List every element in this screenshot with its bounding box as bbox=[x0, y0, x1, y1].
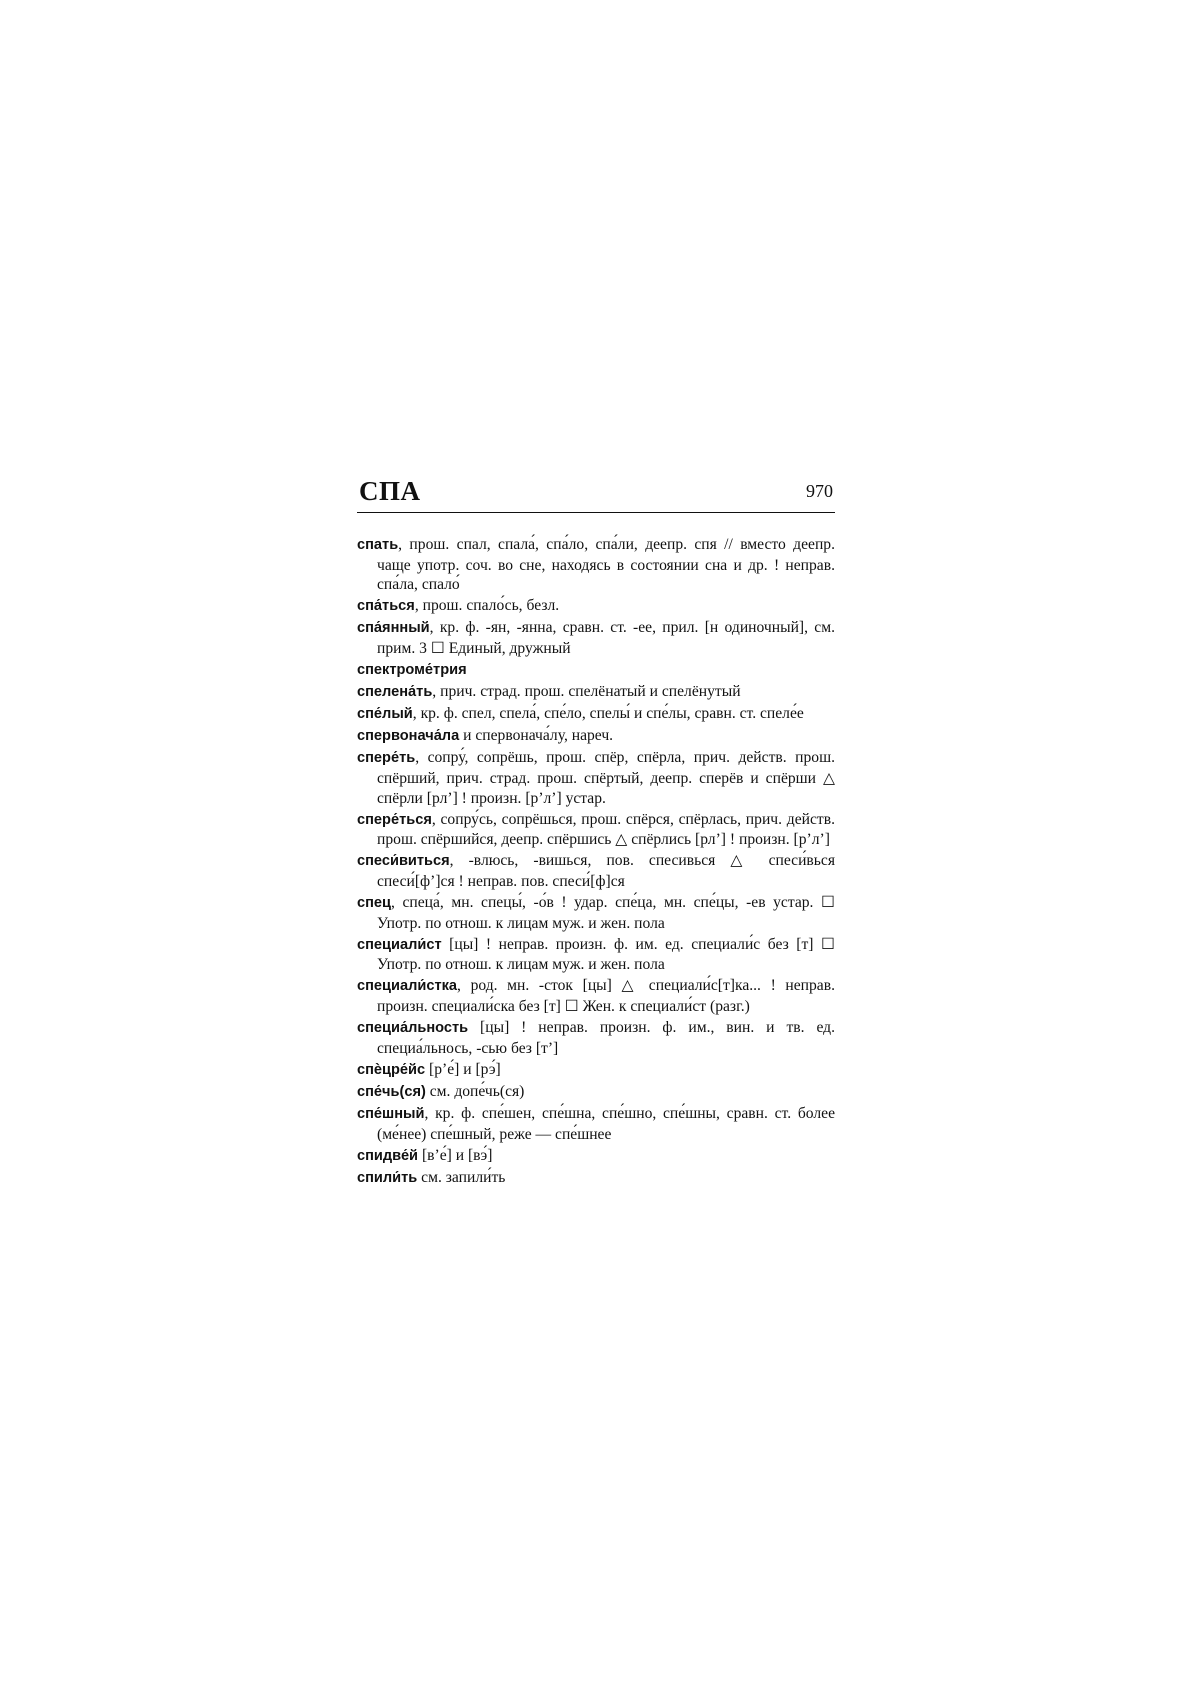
entry-headword: спа́ться bbox=[357, 598, 415, 615]
dictionary-entry bbox=[357, 1168, 835, 1189]
dictionary-entry bbox=[357, 976, 835, 1016]
entry-body: , прош. спало́сь, безл. bbox=[414, 597, 560, 615]
entry-body: , -влюсь, -вишься, пов. спесивься △ спеси́вься спеси́[фʼ]ся ! неправ. пов. спеси́[ф]ся bbox=[377, 852, 835, 890]
entry-headword: спервонача́ла bbox=[357, 728, 460, 745]
entry-headword: спектроме́трия bbox=[357, 662, 467, 679]
entry-body: , кр. ф. спе́шен, спе́шна, спе́шно, спе́шны, сравн. ст. более (ме́нее) спе́шный, реже — спе́шнее bbox=[377, 1105, 835, 1143]
dictionary-entry bbox=[357, 810, 835, 850]
dictionary-entry bbox=[357, 596, 835, 617]
entry-body: [рʼе́] и [рэ́] bbox=[425, 1060, 501, 1078]
entry-headword: спа́янный bbox=[357, 620, 430, 637]
entry-body: , прош. спал, спала́, спа́ло, спа́ли, деепр. спя // вместо деепр. чаще употр. соч. во сне, находясь в состоянии сна и др. ! неправ. спа́ла, спало́ bbox=[377, 536, 835, 594]
dictionary-entry bbox=[357, 618, 835, 658]
entry-headword: спец bbox=[357, 895, 392, 912]
entry-headword: спе́шный bbox=[357, 1106, 425, 1123]
entry-headword: спе́чь(ся) bbox=[357, 1083, 426, 1100]
dictionary-entry bbox=[357, 748, 835, 808]
entry-body: [цы] ! неправ. произн. ф. им. ед. специали́с без [т] ☐ Употр. по отнош. к лицам муж. и жен. пола bbox=[377, 935, 835, 974]
dictionary-entry bbox=[357, 893, 835, 933]
entry-headword: спидве́й bbox=[357, 1147, 419, 1164]
entry-body: [вʼе́] и [вэ́] bbox=[418, 1146, 493, 1164]
dictionary-entry bbox=[357, 704, 835, 725]
entry-body: см. допе́чь(ся) bbox=[425, 1082, 525, 1100]
dictionary-entry bbox=[357, 726, 835, 747]
entry-body: , прич. страд. прош. спелёнатый и спелёнутый bbox=[432, 683, 741, 701]
dictionary-entry bbox=[357, 660, 835, 681]
running-head: СПА bbox=[359, 476, 421, 506]
entry-body: и спервонача́лу, нареч. bbox=[459, 727, 614, 745]
entry-body: см. запили́ть bbox=[417, 1168, 506, 1186]
dictionary-entry bbox=[357, 535, 835, 595]
dictionary-entry bbox=[357, 935, 835, 975]
dictionary-entry bbox=[357, 1060, 835, 1081]
entry-body: [цы] ! неправ. произн. ф. им., вин. и тв. ед. специа́льнось, -сью без [тʼ] bbox=[377, 1019, 835, 1057]
page-header bbox=[357, 476, 835, 512]
entry-headword: спелена́ть bbox=[357, 684, 433, 701]
entry-headword: спили́ть bbox=[357, 1169, 418, 1186]
dictionary-entry bbox=[357, 1104, 835, 1144]
entry-body: , кр. ф. -ян, -янна, сравн. ст. -ее, прил. [н одиночный], см. прим. 3 ☐ Единый, дружный bbox=[377, 619, 835, 657]
dictionary-entry bbox=[357, 1082, 835, 1103]
entry-headword: специали́стка bbox=[357, 978, 458, 995]
entry-body: , сопру́, сопрёшь, прош. спёр, спёрла, прич. действ. прош. спёрший, прич. страд. прош. спёртый, деепр. сперёв и спёрши △ спёрли [рлʼ] ! произн. [рʼлʼ] устар. bbox=[377, 749, 835, 807]
dictionary-entry bbox=[357, 851, 835, 891]
entry-body: , род. мн. -сток [цы] △ специали́с[т]ка... ! неправ. произн. специали́ска без [т] ☐ Жен. к специали́ст (разг.) bbox=[377, 977, 835, 1016]
entry-headword: спать bbox=[357, 537, 399, 553]
entry-headword: спе́лый bbox=[357, 706, 413, 723]
entry-headword: спере́ть bbox=[357, 750, 416, 767]
dictionary-entry bbox=[357, 682, 835, 703]
entry-headword: специали́ст bbox=[357, 936, 442, 953]
entry-headword: спере́ться bbox=[357, 811, 432, 828]
entry-headword: специа́льность bbox=[357, 1020, 469, 1037]
entry-headword: спѐцре́йс bbox=[357, 1061, 426, 1078]
dictionary-entry bbox=[357, 1018, 835, 1058]
entry-body: , спеца́, мн. спецы́, -о́в ! удар. спе́ца, мн. спе́цы, -ев устар. ☐ Употр. по отнош. к лицам муж. и жен. пола bbox=[377, 894, 835, 932]
entry-list bbox=[357, 535, 835, 1188]
header-rule bbox=[357, 512, 835, 513]
page-number: 970 bbox=[806, 481, 833, 501]
dictionary-page bbox=[357, 476, 835, 1190]
entry-body: , кр. ф. спел, спела́, спе́ло, спелы́ и спе́лы, сравн. ст. спеле́е bbox=[412, 705, 804, 723]
dictionary-entry bbox=[357, 1146, 835, 1167]
entry-body: , сопру́сь, сопрёшься, прош. спёрся, спёрлась, прич. действ. прош. спёршийся, деепр. спёршись △ спёрлись [рлʼ] ! произн. [рʼлʼ] bbox=[377, 810, 835, 849]
entry-headword: спеси́виться bbox=[357, 853, 450, 870]
